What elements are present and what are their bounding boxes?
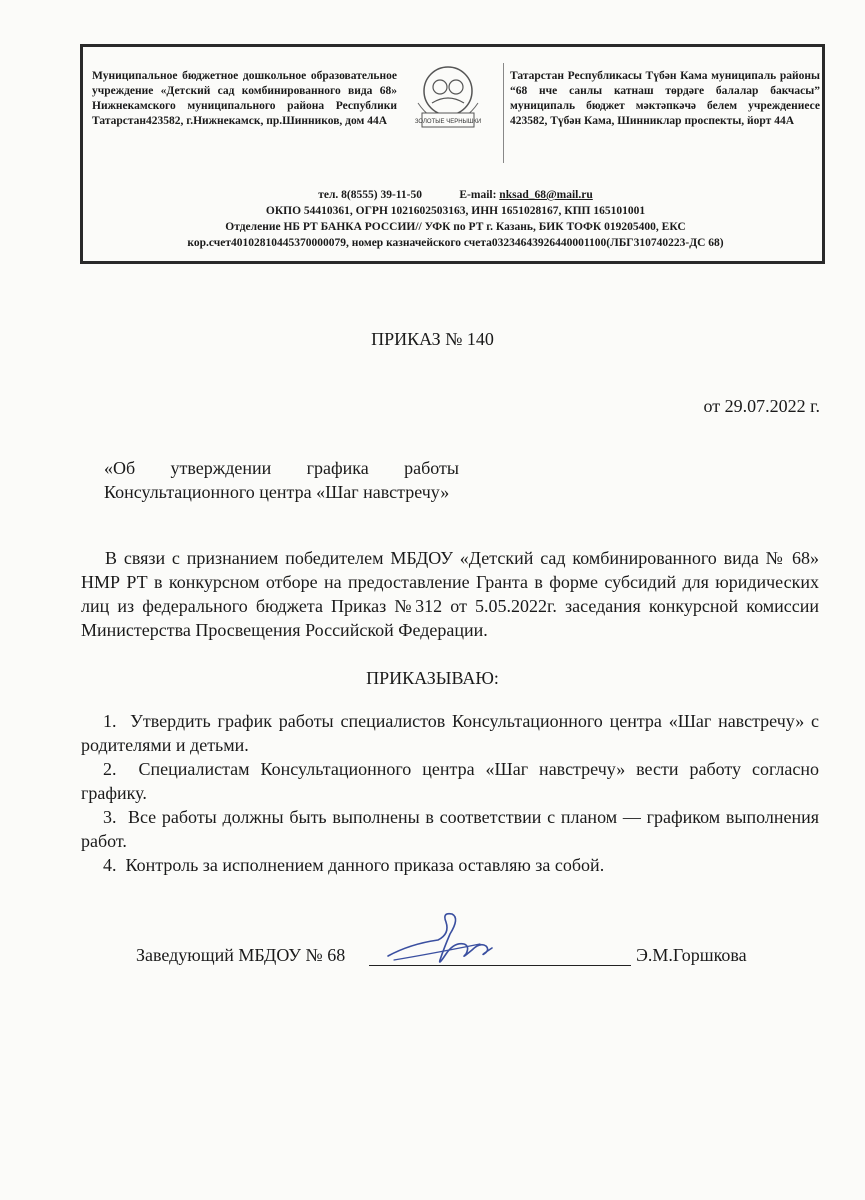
- email-label: E-mail:: [459, 189, 497, 201]
- header-divider: [503, 63, 504, 163]
- list-item-text: Специалистам Консультационного центра «Шаг навстречу» вести работу согласно графику.: [81, 759, 820, 803]
- bank-line: Отделение НБ РТ БАНКА РОССИИ// УФК по РТ г. Казань, БИК ТОФК 019205400, ЕКС: [225, 221, 686, 233]
- kindergarten-logo-icon: [410, 63, 486, 133]
- list-item: [81, 805, 819, 853]
- org-name-tatar: Татарстан Республикасы Түбән Кама муниципаль районы “68 нче санлы катнаш төрдәге балалар бакчасы” муниципаль бюджет мәктәпкәчә белем учреждениесе 423582, Түбән Кама, Шинниклар проспекты, йорт 44А: [510, 70, 820, 127]
- list-item: [81, 757, 819, 805]
- list-item: [81, 853, 819, 877]
- list-item-text: Утвердить график работы специалистов Консультационного центра «Шаг навстречу» с родителями и детьми.: [81, 711, 819, 755]
- list-item: [81, 709, 819, 757]
- email-link[interactable]: nksad_68@mail.ru: [499, 189, 593, 201]
- signatory-role: Заведующий МБДОУ № 68: [136, 945, 346, 965]
- list-item-number: 2.: [103, 759, 117, 779]
- list-item-number: 3.: [103, 807, 117, 827]
- document-date: от 29.07.2022 г.: [703, 396, 820, 416]
- phone: тел. 8(8555) 39-11-50: [318, 189, 422, 201]
- document-subject: «Об утверждении графика работы Консультационного центра «Шаг навстречу»: [104, 458, 459, 502]
- body-paragraph: В связи с признанием победителем МБДОУ «Детский сад комбинированного вида № 68» НМР РТ в конкурсном отборе на предоставление Гранта в форме субсидий для юридических лиц из федерального бюджета Приказ №312 от 5.05.2022г. заседания конкурсной комиссии Министерства Просвещения Российской Федерации.: [81, 548, 819, 640]
- contact-line: [83, 187, 828, 203]
- contact-block: [83, 187, 828, 251]
- org-name-russian: Муниципальное бюджетное дошкольное образовательное учреждение «Детский сад комбинированного вида 68» Нижнекамского муниципального района Республики Татарстан423582, г.Нижнекамск, пр.Шинников, дом 44А: [92, 70, 397, 127]
- signatory-name: Э.М.Горшкова: [636, 945, 747, 965]
- list-item-text: Все работы должны быть выполнены в соответствии с планом — графиком выполнения работ.: [81, 807, 819, 851]
- list-item-number: 1.: [103, 711, 117, 731]
- order-list: [81, 709, 819, 877]
- list-item-number: 4.: [103, 855, 117, 875]
- svg-text:ЗОЛОТЫЕ ЧЕРНЫШКИ: ЗОЛОТЫЕ ЧЕРНЫШКИ: [414, 119, 482, 125]
- order-heading: ПРИКАЗЫВАЮ:: [366, 668, 499, 688]
- document-title: ПРИКАЗ № 140: [371, 329, 494, 349]
- account-line: кор.счет40102810445370000079, номер казначейского счета03234643926440001100(ЛБГ310740223-ДС 68): [187, 237, 724, 249]
- handwritten-signature-icon: [380, 904, 510, 974]
- list-item-text: Контроль за исполнением данного приказа оставляю за собой.: [125, 855, 605, 875]
- codes-line: ОКПО 54410361, ОГРН 1021602503163, ИНН 1651028167, КПП 165101001: [265, 205, 646, 217]
- letterhead: [80, 44, 825, 264]
